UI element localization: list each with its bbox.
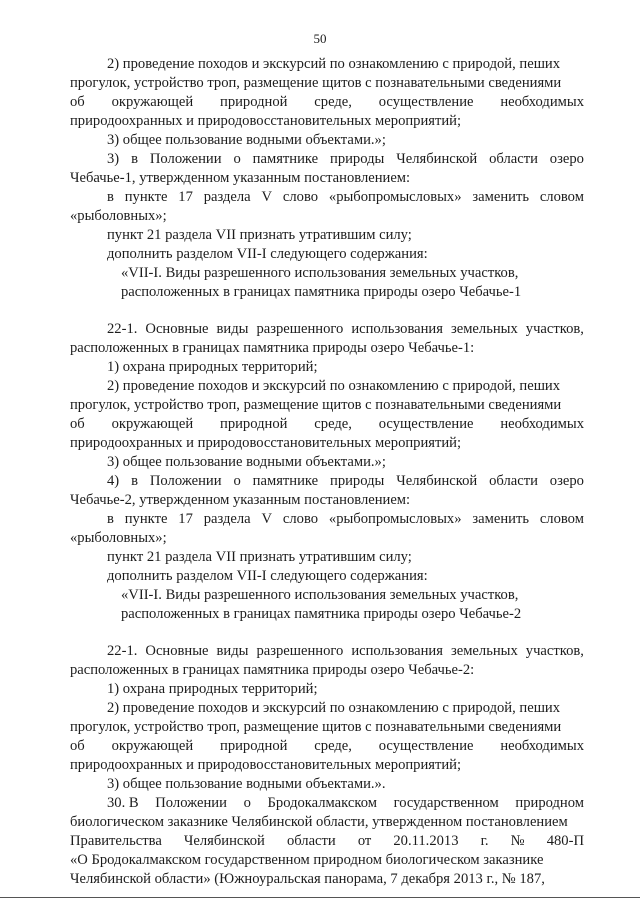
text-line-justified — [107, 320, 584, 338]
word: Положении — [149, 151, 222, 167]
word: от — [357, 833, 372, 849]
word: Основные — [145, 643, 209, 659]
text-line: биологическом заказнике Челябинской области, утвержденном постановлением — [70, 814, 568, 830]
word: о — [233, 151, 241, 167]
word: 480-П — [546, 833, 584, 849]
word: природной — [220, 416, 288, 432]
word: разрешенного — [256, 643, 344, 659]
word: осуществление — [378, 94, 474, 110]
word: окружающей — [111, 416, 194, 432]
word: «рыбопромысловых» — [328, 511, 462, 527]
text-line: пункт 21 раздела VII признать утратившим силу; — [107, 549, 412, 565]
word: Основные — [145, 321, 209, 337]
word: использования — [351, 643, 443, 659]
word: слово — [282, 511, 319, 527]
word: использования — [351, 321, 443, 337]
word: необходимых — [500, 94, 584, 110]
word: пункте — [124, 189, 168, 205]
text-line: 2) проведение походов и экскурсий по ознакомлению с природой, пеших — [107, 700, 561, 716]
page-number: 50 — [313, 31, 327, 46]
word: окружающей — [111, 94, 194, 110]
word: участков, — [525, 321, 584, 337]
text-line: пункт 21 раздела VII признать утратившим силу; — [107, 227, 412, 243]
word: «рыбопромысловых» — [328, 189, 462, 205]
word: озеро — [549, 473, 584, 489]
word: заменить — [472, 511, 529, 527]
word: раздела — [203, 189, 251, 205]
text-line-justified — [107, 188, 584, 206]
text-line: природоохранных и природовосстановительных мероприятий; — [70, 757, 462, 773]
word: природы — [330, 473, 385, 489]
text-line: дополнить разделом VII-I следующего содержания: — [107, 568, 428, 584]
text-line: «О Бродокалмакском государственном природном биологическом заказнике — [70, 852, 544, 868]
word: государственном — [393, 795, 499, 811]
word: о — [233, 473, 241, 489]
word: заменить — [472, 189, 529, 205]
text-line: «рыболовных»; — [70, 208, 167, 224]
text-line: дополнить разделом VII-I следующего содержания: — [107, 246, 428, 262]
text-line: 2) проведение походов и экскурсий по ознакомлению с природой, пеших — [107, 56, 561, 72]
word: Положении — [149, 473, 222, 489]
word: 30. В — [107, 795, 139, 811]
word: природном — [515, 795, 584, 811]
word: 3) — [107, 151, 120, 167]
word: 20.11.2013 — [393, 833, 459, 849]
word: разрешенного — [256, 321, 344, 337]
word: Правительства — [70, 833, 162, 849]
text-line: прогулок, устройство троп, размещение щитов с познавательными сведениями — [70, 397, 562, 413]
text-line-justified — [107, 150, 584, 168]
word: о — [243, 795, 251, 811]
word: области — [489, 151, 538, 167]
word: среде, — [314, 416, 352, 432]
word: памятнике — [252, 473, 319, 489]
text-line-justified — [70, 832, 584, 850]
section-heading: «VII-I. Виды разрешенного использования земельных участков, — [121, 587, 519, 603]
word: Положении — [155, 795, 227, 811]
text-line-justified — [107, 642, 584, 660]
word: Челябинской — [183, 833, 265, 849]
text-line-justified — [107, 794, 584, 812]
word: об — [70, 416, 85, 432]
text-line: Чебачье-2, утвержденном указанным постановлением: — [70, 492, 411, 508]
word: памятнике — [252, 151, 319, 167]
text-line: Челябинской области» (Южноуральская панорама, 7 декабря 2013 г., № 187, — [70, 871, 545, 887]
word: г. — [480, 833, 489, 849]
word: об — [70, 94, 85, 110]
text-line: 3) общее пользование водными объектами.»; — [107, 132, 386, 148]
word: среде, — [314, 738, 352, 754]
word: осуществление — [378, 738, 474, 754]
word: 22-1. — [107, 321, 138, 337]
text-line: прогулок, устройство троп, размещение щитов с познавательными сведениями — [70, 75, 562, 91]
word: в — [131, 473, 138, 489]
word: среде, — [314, 94, 352, 110]
word: осуществление — [378, 416, 474, 432]
text-line-justified — [70, 93, 584, 111]
section-heading: расположенных в границах памятника природы озеро Чебачье-2 — [121, 606, 522, 622]
word: словом — [539, 189, 584, 205]
word: в — [107, 511, 114, 527]
word: V — [261, 511, 273, 527]
word: 17 — [178, 189, 193, 205]
word: области — [489, 473, 538, 489]
section-heading: «VII-I. Виды разрешенного использования земельных участков, — [121, 265, 519, 281]
word: словом — [539, 511, 584, 527]
word: в — [107, 189, 114, 205]
word: виды — [216, 643, 249, 659]
word: 4) — [107, 473, 120, 489]
word: 17 — [178, 511, 193, 527]
word: слово — [282, 189, 319, 205]
word: необходимых — [500, 416, 584, 432]
word: виды — [216, 321, 249, 337]
text-line: 1) охрана природных территорий; — [107, 681, 318, 697]
word: окружающей — [111, 738, 194, 754]
text-line: 3) общее пользование водными объектами.»; — [107, 454, 386, 470]
text-line: 1) охрана природных территорий; — [107, 359, 318, 375]
word: Бродокалмакском — [267, 795, 377, 811]
word: природы — [330, 151, 385, 167]
word: области — [286, 833, 336, 849]
word: природной — [220, 738, 288, 754]
word: об — [70, 738, 85, 754]
word: природной — [220, 94, 288, 110]
word: участков, — [525, 643, 584, 659]
text-line-justified — [70, 737, 584, 755]
text-line: прогулок, устройство троп, размещение щитов с познавательными сведениями — [70, 719, 562, 735]
text-line: расположенных в границах памятника природы озеро Чебачье-2: — [70, 662, 475, 678]
text-line: 2) проведение походов и экскурсий по ознакомлению с природой, пеших — [107, 378, 561, 394]
text-line: природоохранных и природовосстановительных мероприятий; — [70, 435, 462, 451]
text-line: расположенных в границах памятника природы озеро Чебачье-1: — [70, 340, 475, 356]
text-line: природоохранных и природовосстановительных мероприятий; — [70, 113, 462, 129]
word: в — [131, 151, 138, 167]
word: земельных — [450, 321, 518, 337]
text-line-justified — [107, 472, 584, 490]
word: V — [261, 189, 273, 205]
word: необходимых — [500, 738, 584, 754]
word: Челябинской — [396, 151, 478, 167]
text-line-justified — [107, 510, 584, 528]
word: раздела — [203, 511, 251, 527]
word: 22-1. — [107, 643, 138, 659]
text-line: «рыболовных»; — [70, 530, 167, 546]
word: № — [510, 833, 525, 849]
word: Челябинской — [396, 473, 478, 489]
section-heading: расположенных в границах памятника природы озеро Чебачье-1 — [121, 284, 522, 300]
text-line-justified — [70, 415, 584, 433]
word: озеро — [549, 151, 584, 167]
word: земельных — [450, 643, 518, 659]
page-bottom-rule — [0, 897, 640, 898]
word: пункте — [124, 511, 168, 527]
text-line: 3) общее пользование водными объектами.». — [107, 776, 386, 792]
text-line: Чебачье-1, утвержденном указанным постановлением: — [70, 170, 411, 186]
